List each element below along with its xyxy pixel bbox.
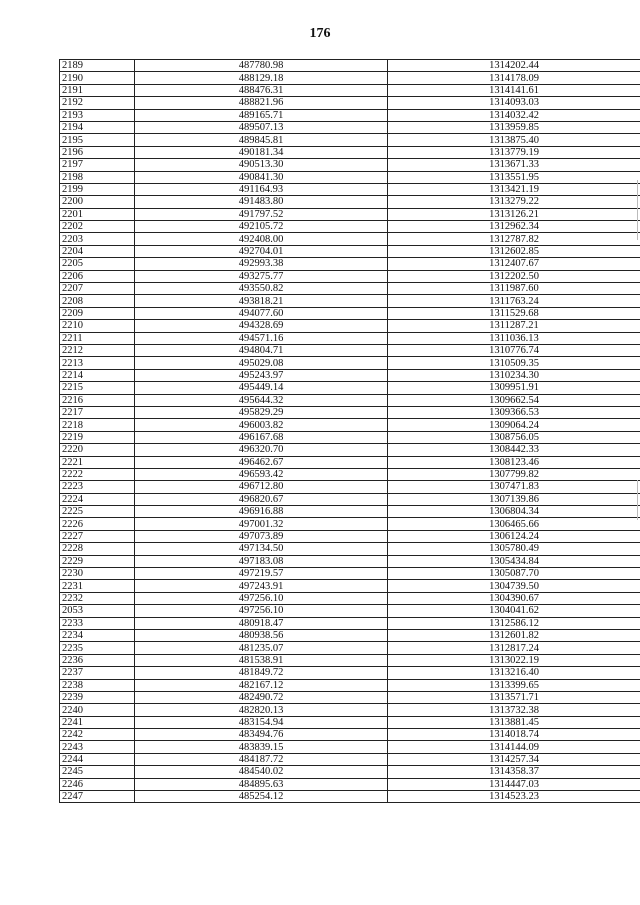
point-number-cell: 2214 (60, 369, 135, 381)
y-coordinate-cell: 1306804.34 (388, 506, 640, 518)
point-number-cell: 2223 (60, 481, 135, 493)
y-coordinate-cell: 1304041.62 (388, 605, 640, 617)
table-row (60, 134, 640, 146)
y-coordinate-cell: 1311036.13 (388, 332, 640, 344)
table-row (60, 444, 640, 456)
y-coordinate-cell: 1314178.09 (388, 72, 640, 84)
table-row (60, 468, 640, 480)
point-number-cell: 2245 (60, 766, 135, 778)
y-coordinate-cell: 1313959.85 (388, 121, 640, 133)
table-row (60, 778, 640, 790)
y-coordinate-cell: 1312602.85 (388, 245, 640, 257)
point-number-cell: 2228 (60, 543, 135, 555)
point-number-cell: 2241 (60, 716, 135, 728)
x-coordinate-cell: 495029.08 (135, 357, 388, 369)
y-coordinate-cell: 1311987.60 (388, 283, 640, 295)
y-coordinate-cell: 1312202.50 (388, 270, 640, 282)
x-coordinate-cell: 496916.88 (135, 506, 388, 518)
y-coordinate-cell: 1310776.74 (388, 344, 640, 356)
point-number-cell: 2195 (60, 134, 135, 146)
x-coordinate-cell: 487780.98 (135, 60, 388, 72)
y-coordinate-cell: 1314523.23 (388, 791, 640, 803)
y-coordinate-cell: 1311287.21 (388, 320, 640, 332)
y-coordinate-cell: 1312787.82 (388, 233, 640, 245)
table-row (60, 307, 640, 319)
table-row (60, 580, 640, 592)
x-coordinate-cell: 497243.91 (135, 580, 388, 592)
table-row (60, 183, 640, 195)
x-coordinate-cell: 480918.47 (135, 617, 388, 629)
coordinates-table (59, 59, 640, 803)
table-row (60, 617, 640, 629)
point-number-cell: 2232 (60, 592, 135, 604)
point-number-cell: 2221 (60, 456, 135, 468)
y-coordinate-cell: 1314093.03 (388, 97, 640, 109)
point-number-cell: 2193 (60, 109, 135, 121)
y-coordinate-cell: 1306124.24 (388, 530, 640, 542)
y-coordinate-cell: 1308123.46 (388, 456, 640, 468)
point-number-cell: 2213 (60, 357, 135, 369)
x-coordinate-cell: 496003.82 (135, 419, 388, 431)
table-row (60, 109, 640, 121)
table-row (60, 394, 640, 406)
point-number-cell: 2238 (60, 679, 135, 691)
y-coordinate-cell: 1304739.50 (388, 580, 640, 592)
table-row (60, 543, 640, 555)
table-row (60, 691, 640, 703)
table-row (60, 406, 640, 418)
point-number-cell: 2208 (60, 295, 135, 307)
point-number-cell: 2244 (60, 753, 135, 765)
y-coordinate-cell: 1312601.82 (388, 629, 640, 641)
table-row (60, 72, 640, 84)
table-row (60, 704, 640, 716)
table-row (60, 568, 640, 580)
y-coordinate-cell: 1309662.54 (388, 394, 640, 406)
y-coordinate-cell: 1313022.19 (388, 654, 640, 666)
y-coordinate-cell: 1313571.71 (388, 691, 640, 703)
y-coordinate-cell: 1307799.82 (388, 468, 640, 480)
x-coordinate-cell: 481849.72 (135, 667, 388, 679)
y-coordinate-cell: 1305780.49 (388, 543, 640, 555)
table-row (60, 481, 640, 493)
x-coordinate-cell: 495449.14 (135, 382, 388, 394)
table-row (60, 171, 640, 183)
point-number-cell: 2203 (60, 233, 135, 245)
table-row (60, 506, 640, 518)
x-coordinate-cell: 491797.52 (135, 208, 388, 220)
table-row (60, 766, 640, 778)
point-number-cell: 2197 (60, 159, 135, 171)
x-coordinate-cell: 491483.80 (135, 196, 388, 208)
table-row (60, 431, 640, 443)
table-row (60, 245, 640, 257)
x-coordinate-cell: 489845.81 (135, 134, 388, 146)
point-number-cell: 2222 (60, 468, 135, 480)
table-row (60, 121, 640, 133)
x-coordinate-cell: 492993.38 (135, 258, 388, 270)
x-coordinate-cell: 482167.12 (135, 679, 388, 691)
table-row (60, 629, 640, 641)
y-coordinate-cell: 1313421.19 (388, 183, 640, 195)
y-coordinate-cell: 1313551.95 (388, 171, 640, 183)
table-row (60, 419, 640, 431)
x-coordinate-cell: 496712.80 (135, 481, 388, 493)
x-coordinate-cell: 496462.67 (135, 456, 388, 468)
y-coordinate-cell: 1313875.40 (388, 134, 640, 146)
table-row (60, 518, 640, 530)
y-coordinate-cell: 1308442.33 (388, 444, 640, 456)
y-coordinate-cell: 1308756.05 (388, 431, 640, 443)
point-number-cell: 2196 (60, 146, 135, 158)
page-edge-mark (637, 180, 638, 240)
point-number-cell: 2206 (60, 270, 135, 282)
point-number-cell: 2242 (60, 729, 135, 741)
x-coordinate-cell: 489507.13 (135, 121, 388, 133)
y-coordinate-cell: 1307471.83 (388, 481, 640, 493)
x-coordinate-cell: 495644.32 (135, 394, 388, 406)
point-number-cell: 2192 (60, 97, 135, 109)
x-coordinate-cell: 483839.15 (135, 741, 388, 753)
point-number-cell: 2218 (60, 419, 135, 431)
table-row (60, 320, 640, 332)
y-coordinate-cell: 1313779.19 (388, 146, 640, 158)
point-number-cell: 2200 (60, 196, 135, 208)
table-row (60, 221, 640, 233)
x-coordinate-cell: 492704.01 (135, 245, 388, 257)
x-coordinate-cell: 493275.77 (135, 270, 388, 282)
table-row (60, 791, 640, 803)
x-coordinate-cell: 485254.12 (135, 791, 388, 803)
x-coordinate-cell: 488821.96 (135, 97, 388, 109)
point-number-cell: 2189 (60, 60, 135, 72)
x-coordinate-cell: 497219.57 (135, 568, 388, 580)
y-coordinate-cell: 1306465.66 (388, 518, 640, 530)
point-number-cell: 2236 (60, 654, 135, 666)
x-coordinate-cell: 495829.29 (135, 406, 388, 418)
table-row (60, 295, 640, 307)
table-row (60, 679, 640, 691)
x-coordinate-cell: 484895.63 (135, 778, 388, 790)
y-coordinate-cell: 1312407.67 (388, 258, 640, 270)
table-row (60, 493, 640, 505)
point-number-cell: 2225 (60, 506, 135, 518)
x-coordinate-cell: 496167.68 (135, 431, 388, 443)
point-number-cell: 2201 (60, 208, 135, 220)
y-coordinate-cell: 1307139.86 (388, 493, 640, 505)
y-coordinate-cell: 1304390.67 (388, 592, 640, 604)
x-coordinate-cell: 482490.72 (135, 691, 388, 703)
table-row (60, 592, 640, 604)
x-coordinate-cell: 490841.30 (135, 171, 388, 183)
y-coordinate-cell: 1314144.09 (388, 741, 640, 753)
x-coordinate-cell: 490181.34 (135, 146, 388, 158)
page-number: 176 (309, 26, 331, 41)
y-coordinate-cell: 1312586.12 (388, 617, 640, 629)
x-coordinate-cell: 497183.08 (135, 555, 388, 567)
table-row (60, 741, 640, 753)
y-coordinate-cell: 1313881.45 (388, 716, 640, 728)
point-number-cell: 2226 (60, 518, 135, 530)
y-coordinate-cell: 1309951.91 (388, 382, 640, 394)
table-row (60, 753, 640, 765)
point-number-cell: 2219 (60, 431, 135, 443)
table-row (60, 196, 640, 208)
table-row (60, 530, 640, 542)
table-row (60, 654, 640, 666)
x-coordinate-cell: 496320.70 (135, 444, 388, 456)
point-number-cell: 2240 (60, 704, 135, 716)
point-number-cell: 2190 (60, 72, 135, 84)
x-coordinate-cell: 492408.00 (135, 233, 388, 245)
x-coordinate-cell: 489165.71 (135, 109, 388, 121)
x-coordinate-cell: 494328.69 (135, 320, 388, 332)
table-row (60, 667, 640, 679)
y-coordinate-cell: 1313126.21 (388, 208, 640, 220)
y-coordinate-cell: 1312962.34 (388, 221, 640, 233)
x-coordinate-cell: 496593.42 (135, 468, 388, 480)
page-edge-mark (637, 480, 638, 520)
y-coordinate-cell: 1313216.40 (388, 667, 640, 679)
point-number-cell: 2194 (60, 121, 135, 133)
y-coordinate-cell: 1314447.03 (388, 778, 640, 790)
y-coordinate-cell: 1309064.24 (388, 419, 640, 431)
x-coordinate-cell: 483494.76 (135, 729, 388, 741)
x-coordinate-cell: 481235.07 (135, 642, 388, 654)
point-number-cell: 2199 (60, 183, 135, 195)
y-coordinate-cell: 1314257.34 (388, 753, 640, 765)
point-number-cell: 2202 (60, 221, 135, 233)
y-coordinate-cell: 1314141.61 (388, 84, 640, 96)
y-coordinate-cell: 1314032.42 (388, 109, 640, 121)
table-row (60, 159, 640, 171)
x-coordinate-cell: 484540.02 (135, 766, 388, 778)
table-row (60, 456, 640, 468)
x-coordinate-cell: 484187.72 (135, 753, 388, 765)
y-coordinate-cell: 1305087.70 (388, 568, 640, 580)
point-number-cell: 2215 (60, 382, 135, 394)
table-row (60, 369, 640, 381)
table-row (60, 555, 640, 567)
x-coordinate-cell: 480938.56 (135, 629, 388, 641)
y-coordinate-cell: 1314202.44 (388, 60, 640, 72)
y-coordinate-cell: 1309366.53 (388, 406, 640, 418)
y-coordinate-cell: 1310234.30 (388, 369, 640, 381)
point-number-cell: 2234 (60, 629, 135, 641)
point-number-cell: 2235 (60, 642, 135, 654)
point-number-cell: 2198 (60, 171, 135, 183)
table-row (60, 642, 640, 654)
point-number-cell: 2210 (60, 320, 135, 332)
table-row (60, 729, 640, 741)
table-row (60, 382, 640, 394)
table-row (60, 233, 640, 245)
table-row (60, 605, 640, 617)
point-number-cell: 2191 (60, 84, 135, 96)
y-coordinate-cell: 1313279.22 (388, 196, 640, 208)
point-number-cell: 2204 (60, 245, 135, 257)
y-coordinate-cell: 1311529.68 (388, 307, 640, 319)
table-row (60, 357, 640, 369)
point-number-cell: 2053 (60, 605, 135, 617)
x-coordinate-cell: 494571.16 (135, 332, 388, 344)
y-coordinate-cell: 1312817.24 (388, 642, 640, 654)
y-coordinate-cell: 1313399.65 (388, 679, 640, 691)
y-coordinate-cell: 1310509.35 (388, 357, 640, 369)
point-number-cell: 2216 (60, 394, 135, 406)
point-number-cell: 2247 (60, 791, 135, 803)
x-coordinate-cell: 497256.10 (135, 605, 388, 617)
coordinates-table-body (60, 60, 640, 803)
x-coordinate-cell: 495243.97 (135, 369, 388, 381)
table-row (60, 332, 640, 344)
point-number-cell: 2217 (60, 406, 135, 418)
point-number-cell: 2205 (60, 258, 135, 270)
x-coordinate-cell: 481538.91 (135, 654, 388, 666)
point-number-cell: 2207 (60, 283, 135, 295)
x-coordinate-cell: 490513.30 (135, 159, 388, 171)
x-coordinate-cell: 497256.10 (135, 592, 388, 604)
x-coordinate-cell: 483154.94 (135, 716, 388, 728)
x-coordinate-cell: 492105.72 (135, 221, 388, 233)
x-coordinate-cell: 491164.93 (135, 183, 388, 195)
x-coordinate-cell: 496820.67 (135, 493, 388, 505)
y-coordinate-cell: 1314018.74 (388, 729, 640, 741)
table-row (60, 716, 640, 728)
table-row (60, 84, 640, 96)
y-coordinate-cell: 1313732.38 (388, 704, 640, 716)
point-number-cell: 2211 (60, 332, 135, 344)
x-coordinate-cell: 493550.82 (135, 283, 388, 295)
point-number-cell: 2243 (60, 741, 135, 753)
x-coordinate-cell: 488129.18 (135, 72, 388, 84)
point-number-cell: 2239 (60, 691, 135, 703)
table-row (60, 146, 640, 158)
point-number-cell: 2246 (60, 778, 135, 790)
y-coordinate-cell: 1313671.33 (388, 159, 640, 171)
point-number-cell: 2229 (60, 555, 135, 567)
y-coordinate-cell: 1314358.37 (388, 766, 640, 778)
y-coordinate-cell: 1305434.84 (388, 555, 640, 567)
point-number-cell: 2220 (60, 444, 135, 456)
point-number-cell: 2227 (60, 530, 135, 542)
table-row (60, 208, 640, 220)
x-coordinate-cell: 497134.50 (135, 543, 388, 555)
x-coordinate-cell: 493818.21 (135, 295, 388, 307)
point-number-cell: 2233 (60, 617, 135, 629)
point-number-cell: 2212 (60, 344, 135, 356)
table-row (60, 344, 640, 356)
x-coordinate-cell: 494804.71 (135, 344, 388, 356)
table-row (60, 258, 640, 270)
table-row (60, 283, 640, 295)
table-row (60, 60, 640, 72)
table-row (60, 97, 640, 109)
x-coordinate-cell: 488476.31 (135, 84, 388, 96)
x-coordinate-cell: 497073.89 (135, 530, 388, 542)
point-number-cell: 2237 (60, 667, 135, 679)
x-coordinate-cell: 482820.13 (135, 704, 388, 716)
x-coordinate-cell: 494077.60 (135, 307, 388, 319)
point-number-cell: 2230 (60, 568, 135, 580)
y-coordinate-cell: 1311763.24 (388, 295, 640, 307)
point-number-cell: 2224 (60, 493, 135, 505)
point-number-cell: 2209 (60, 307, 135, 319)
x-coordinate-cell: 497001.32 (135, 518, 388, 530)
point-number-cell: 2231 (60, 580, 135, 592)
table-row (60, 270, 640, 282)
